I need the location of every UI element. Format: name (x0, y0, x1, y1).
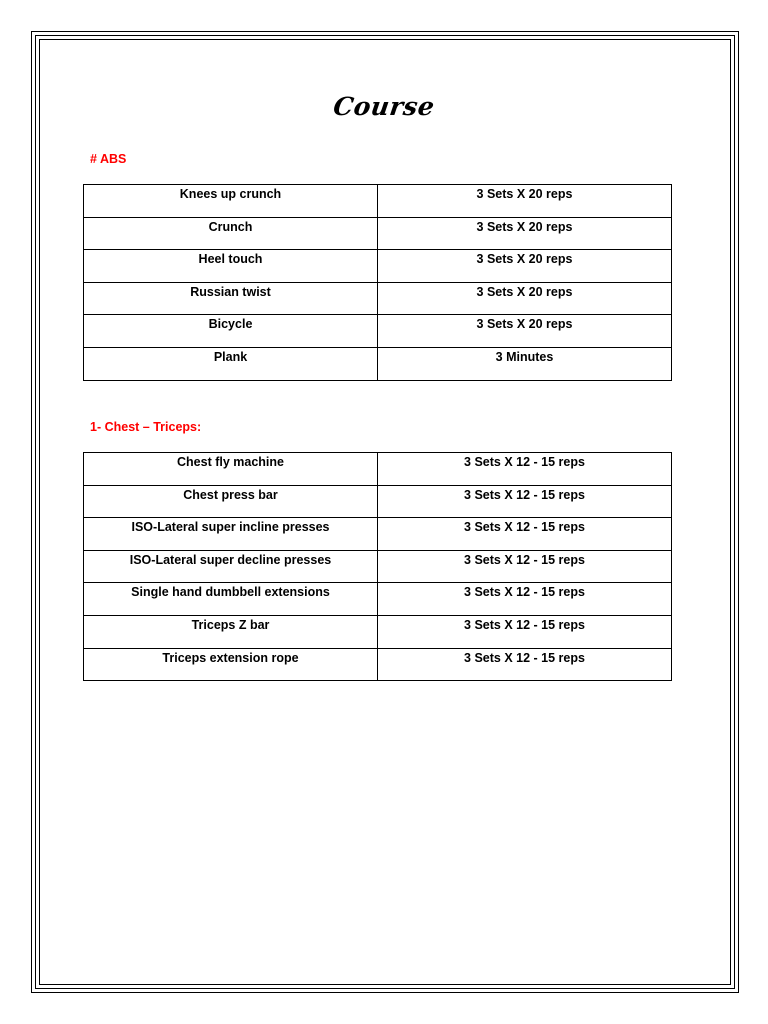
prescription-cell: 3 Sets X 20 reps (378, 282, 672, 315)
prescription-cell: 3 Sets X 12 - 15 reps (378, 518, 672, 551)
exercise-cell: Chest fly machine (84, 453, 378, 486)
table-row (84, 648, 672, 681)
prescription-cell: 3 Sets X 12 - 15 reps (378, 648, 672, 681)
table-row (84, 217, 672, 250)
prescription-cell: 3 Sets X 12 - 15 reps (378, 583, 672, 616)
table-row (84, 615, 672, 648)
prescription-cell: 3 Sets X 12 - 15 reps (378, 485, 672, 518)
exercise-cell: Plank (84, 347, 378, 380)
prescription-cell: 3 Sets X 20 reps (378, 217, 672, 250)
exercise-cell: Triceps Z bar (84, 615, 378, 648)
exercise-cell: Chest press bar (84, 485, 378, 518)
chest-triceps-table (83, 452, 672, 681)
table-row (84, 485, 672, 518)
exercise-cell: Triceps extension rope (84, 648, 378, 681)
section-heading-chest-triceps: 1- Chest – Triceps: (90, 420, 202, 434)
exercise-cell: Knees up crunch (84, 185, 378, 218)
prescription-cell: 3 Sets X 20 reps (378, 315, 672, 348)
exercise-cell: Bicycle (84, 315, 378, 348)
exercise-cell: Russian twist (84, 282, 378, 315)
prescription-cell: 3 Sets X 12 - 15 reps (378, 550, 672, 583)
section-heading-abs: # ABS (90, 152, 127, 166)
table-row (84, 185, 672, 218)
table-row (84, 518, 672, 551)
exercise-cell: Heel touch (84, 250, 378, 283)
exercise-cell: ISO-Lateral super decline presses (84, 550, 378, 583)
prescription-cell: 3 Minutes (378, 347, 672, 380)
table-row (84, 282, 672, 315)
prescription-cell: 3 Sets X 12 - 15 reps (378, 615, 672, 648)
table-row (84, 315, 672, 348)
prescription-cell: 3 Sets X 20 reps (378, 185, 672, 218)
exercise-cell: ISO-Lateral super incline presses (84, 518, 378, 551)
table-row (84, 453, 672, 486)
document-title: Course (331, 92, 437, 121)
table-row (84, 347, 672, 380)
prescription-cell: 3 Sets X 20 reps (378, 250, 672, 283)
exercise-cell: Crunch (84, 217, 378, 250)
exercise-cell: Single hand dumbbell extensions (84, 583, 378, 616)
prescription-cell: 3 Sets X 12 - 15 reps (378, 453, 672, 486)
table-row (84, 250, 672, 283)
abs-table (83, 184, 672, 381)
table-row (84, 583, 672, 616)
table-row (84, 550, 672, 583)
